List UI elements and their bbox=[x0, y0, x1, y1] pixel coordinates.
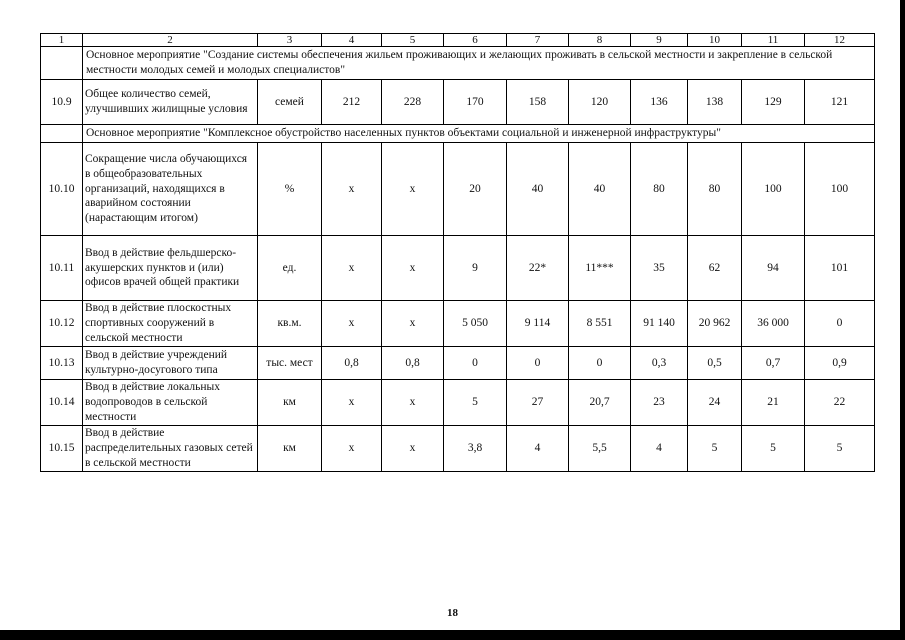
indicator-name: Ввод в действие локальных водопроводов в сельской местности bbox=[83, 380, 258, 426]
value-cell-col-10: 62 bbox=[688, 236, 742, 301]
value-cell-col-4: х bbox=[322, 143, 382, 236]
value-cell-col-11: 36 000 bbox=[742, 301, 805, 347]
value-cell-col-9: 23 bbox=[631, 380, 688, 426]
value-cell-col-6: 20 bbox=[444, 143, 507, 236]
table-row bbox=[41, 426, 875, 472]
table-body bbox=[41, 34, 875, 472]
value-cell-col-8: 40 bbox=[569, 143, 631, 236]
value-cell-col-4: х bbox=[322, 380, 382, 426]
row-number: 10.15 bbox=[41, 426, 83, 472]
header-cell-5: 5 bbox=[382, 34, 444, 47]
value-cell-col-6: 5 bbox=[444, 380, 507, 426]
table-row bbox=[41, 143, 875, 236]
indicator-name: Ввод в действие распределительных газовых сетей в сельской местности bbox=[83, 426, 258, 472]
value-cell-col-9: 80 bbox=[631, 143, 688, 236]
value-cell-col-7: 27 bbox=[507, 380, 569, 426]
page-number: 18 bbox=[447, 607, 458, 619]
value-cell-col-6: 3,8 bbox=[444, 426, 507, 472]
value-cell-col-11: 0,7 bbox=[742, 347, 805, 380]
value-cell-col-12: 100 bbox=[805, 143, 875, 236]
value-cell-col-6: 170 bbox=[444, 80, 507, 125]
unit-cell: кв.м. bbox=[258, 301, 322, 347]
row-number: 10.10 bbox=[41, 143, 83, 236]
value-cell-col-5: х bbox=[382, 143, 444, 236]
header-cell-10: 10 bbox=[688, 34, 742, 47]
indicator-name: Ввод в действие плоскостных спортивных сооружений в сельской местности bbox=[83, 301, 258, 347]
value-cell-col-5: 228 bbox=[382, 80, 444, 125]
section-title: Основное мероприятие "Создание системы обеспечения жильем проживающих и желающих проживать в сельской местности и закрепление в сельской местности молодых семей и молодых специалистов" bbox=[83, 47, 875, 80]
value-cell-col-9: 35 bbox=[631, 236, 688, 301]
value-cell-col-8: 11*** bbox=[569, 236, 631, 301]
row-number: 10.12 bbox=[41, 301, 83, 347]
value-cell-col-10: 5 bbox=[688, 426, 742, 472]
indicator-name: Ввод в действие фельдшерско-акушерских пунктов и (или) офисов врачей общей практики bbox=[83, 236, 258, 301]
value-cell-col-12: 121 bbox=[805, 80, 875, 125]
value-cell-col-4: х bbox=[322, 301, 382, 347]
value-cell-col-10: 138 bbox=[688, 80, 742, 125]
value-cell-col-8: 5,5 bbox=[569, 426, 631, 472]
value-cell-col-7: 4 bbox=[507, 426, 569, 472]
header-cell-9: 9 bbox=[631, 34, 688, 47]
unit-cell: % bbox=[258, 143, 322, 236]
page-edge-bottom bbox=[0, 630, 905, 640]
unit-cell: км bbox=[258, 380, 322, 426]
value-cell-col-12: 5 bbox=[805, 426, 875, 472]
value-cell-col-7: 0 bbox=[507, 347, 569, 380]
value-cell-col-10: 80 bbox=[688, 143, 742, 236]
header-cell-6: 6 bbox=[444, 34, 507, 47]
value-cell-col-9: 91 140 bbox=[631, 301, 688, 347]
value-cell-col-12: 101 bbox=[805, 236, 875, 301]
section-row bbox=[41, 47, 875, 80]
header-cell-7: 7 bbox=[507, 34, 569, 47]
value-cell-col-5: х bbox=[382, 426, 444, 472]
value-cell-col-7: 158 bbox=[507, 80, 569, 125]
header-cell-12: 12 bbox=[805, 34, 875, 47]
table-row bbox=[41, 236, 875, 301]
value-cell-col-6: 9 bbox=[444, 236, 507, 301]
value-cell-col-11: 94 bbox=[742, 236, 805, 301]
indicator-name: Общее количество семей, улучшивших жилищные условия bbox=[83, 80, 258, 125]
value-cell-col-6: 0 bbox=[444, 347, 507, 380]
unit-cell: ед. bbox=[258, 236, 322, 301]
value-cell-col-9: 136 bbox=[631, 80, 688, 125]
value-cell-col-12: 0 bbox=[805, 301, 875, 347]
value-cell-col-12: 0,9 bbox=[805, 347, 875, 380]
value-cell-col-5: х bbox=[382, 301, 444, 347]
value-cell-col-11: 100 bbox=[742, 143, 805, 236]
value-cell-col-4: 212 bbox=[322, 80, 382, 125]
value-cell-col-8: 8 551 bbox=[569, 301, 631, 347]
value-cell-col-10: 20 962 bbox=[688, 301, 742, 347]
row-number: 10.11 bbox=[41, 236, 83, 301]
value-cell-col-10: 24 bbox=[688, 380, 742, 426]
page-edge-right bbox=[900, 0, 905, 640]
value-cell-col-7: 9 114 bbox=[507, 301, 569, 347]
value-cell-col-8: 20,7 bbox=[569, 380, 631, 426]
table-row bbox=[41, 301, 875, 347]
section-number-cell bbox=[41, 47, 83, 80]
value-cell-col-5: х bbox=[382, 236, 444, 301]
value-cell-col-9: 4 bbox=[631, 426, 688, 472]
value-cell-col-8: 120 bbox=[569, 80, 631, 125]
value-cell-col-10: 0,5 bbox=[688, 347, 742, 380]
value-cell-col-6: 5 050 bbox=[444, 301, 507, 347]
section-title: Основное мероприятие "Комплексное обустройство населенных пунктов объектами социальной и инженерной инфраструктуры" bbox=[83, 125, 875, 143]
row-number: 10.14 bbox=[41, 380, 83, 426]
header-cell-2: 2 bbox=[83, 34, 258, 47]
value-cell-col-5: х bbox=[382, 380, 444, 426]
header-cell-3: 3 bbox=[258, 34, 322, 47]
header-cell-1: 1 bbox=[41, 34, 83, 47]
value-cell-col-8: 0 bbox=[569, 347, 631, 380]
indicators-table bbox=[40, 33, 875, 472]
value-cell-col-7: 40 bbox=[507, 143, 569, 236]
value-cell-col-5: 0,8 bbox=[382, 347, 444, 380]
value-cell-col-7: 22* bbox=[507, 236, 569, 301]
table-row bbox=[41, 347, 875, 380]
header-row bbox=[41, 34, 875, 47]
value-cell-col-4: х bbox=[322, 426, 382, 472]
unit-cell: км bbox=[258, 426, 322, 472]
header-cell-4: 4 bbox=[322, 34, 382, 47]
header-cell-8: 8 bbox=[569, 34, 631, 47]
value-cell-col-11: 5 bbox=[742, 426, 805, 472]
value-cell-col-12: 22 bbox=[805, 380, 875, 426]
value-cell-col-4: х bbox=[322, 236, 382, 301]
table-row bbox=[41, 80, 875, 125]
unit-cell: семей bbox=[258, 80, 322, 125]
unit-cell: тыс. мест bbox=[258, 347, 322, 380]
value-cell-col-9: 0,3 bbox=[631, 347, 688, 380]
value-cell-col-4: 0,8 bbox=[322, 347, 382, 380]
indicator-name: Сокращение числа обучающихся в общеобразовательных организаций, находящихся в аварийном состоянии (нарастающим итогом) bbox=[83, 143, 258, 236]
section-number-cell bbox=[41, 125, 83, 143]
indicator-name: Ввод в действие учреждений культурно-досугового типа bbox=[83, 347, 258, 380]
row-number: 10.13 bbox=[41, 347, 83, 380]
header-cell-11: 11 bbox=[742, 34, 805, 47]
section-row bbox=[41, 125, 875, 143]
value-cell-col-11: 129 bbox=[742, 80, 805, 125]
row-number: 10.9 bbox=[41, 80, 83, 125]
value-cell-col-11: 21 bbox=[742, 380, 805, 426]
table-row bbox=[41, 380, 875, 426]
